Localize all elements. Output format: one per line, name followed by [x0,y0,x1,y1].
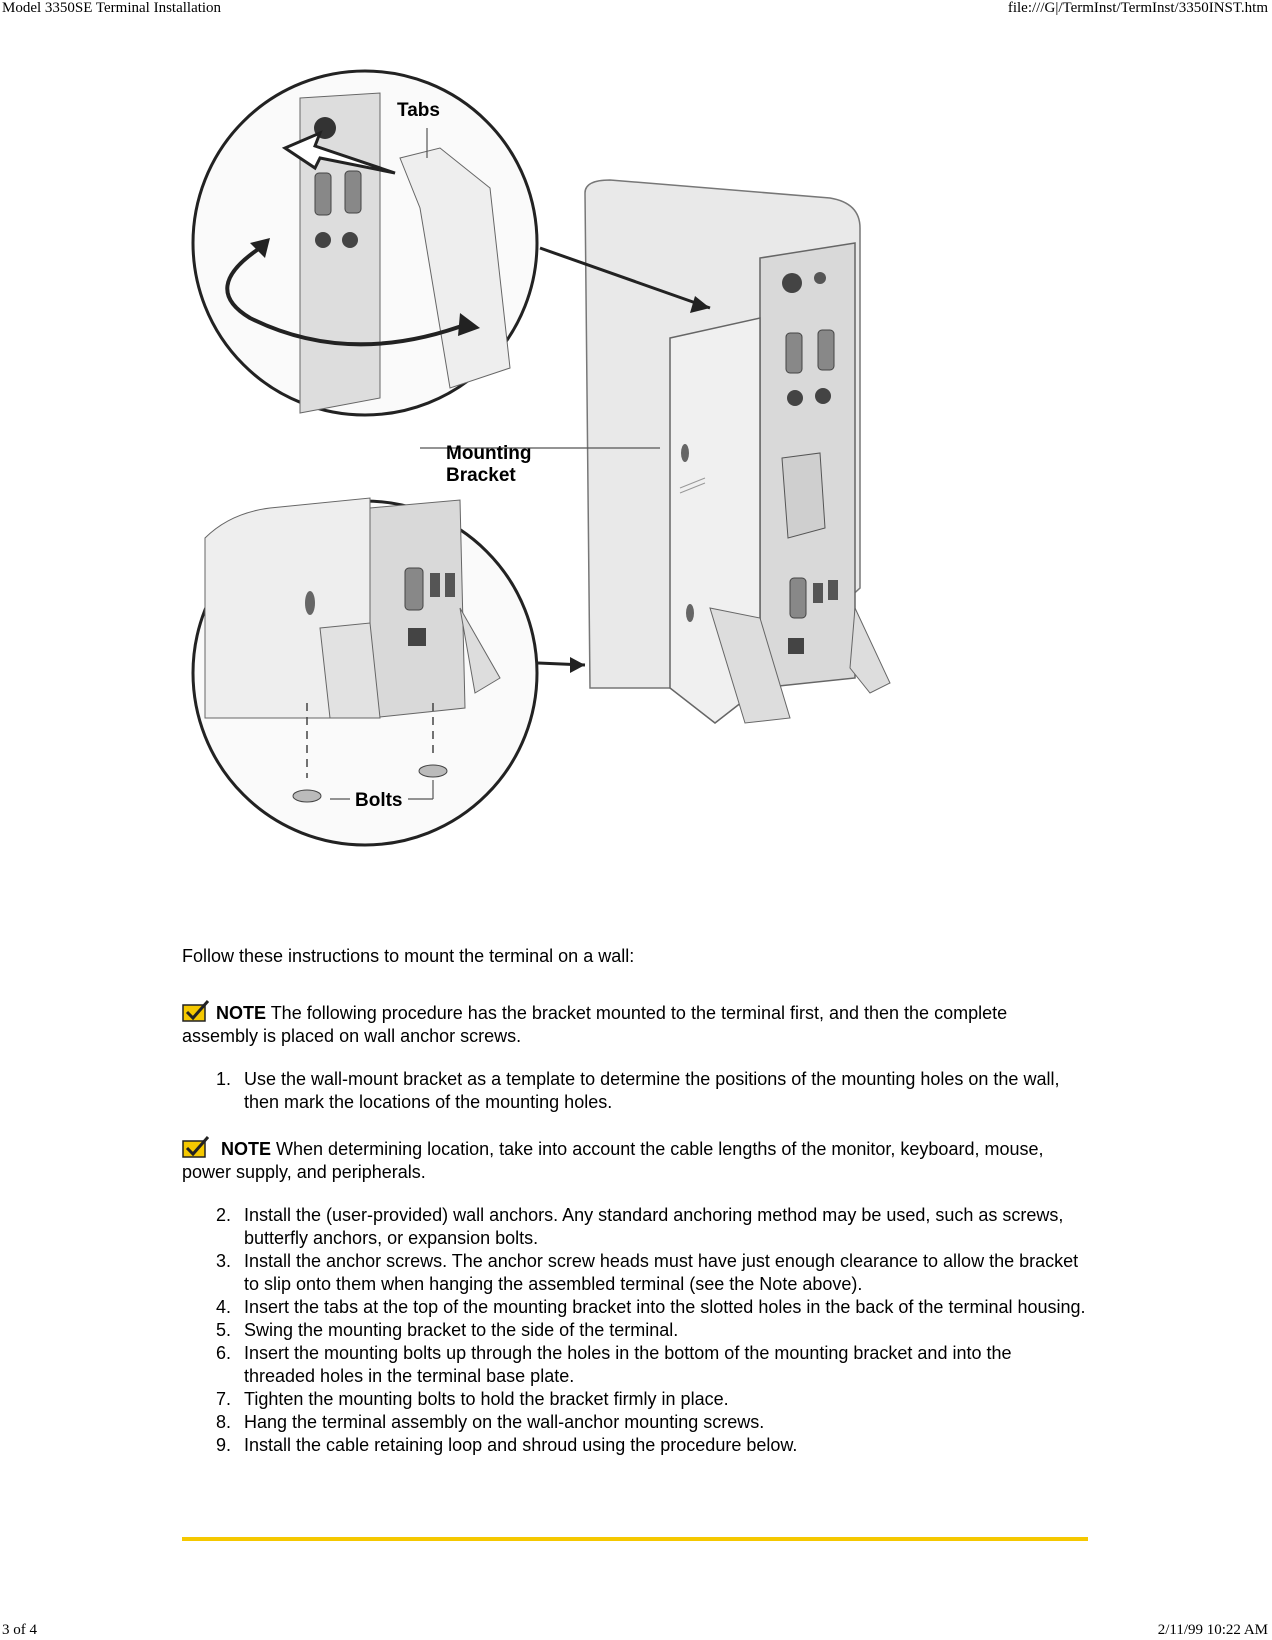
section-divider [182,1537,1088,1541]
note-2 [182,1134,1087,1184]
note-2-text: When determining location, take into account the cable lengths of the monitor, keyboard, mouse, power supply, and peripherals. [182,1139,1044,1182]
checkmark-note-icon [182,998,214,1022]
list-item [182,1342,1087,1388]
step-number: 3. [216,1251,232,1271]
bolts-label: Bolts [355,790,403,811]
step-number: 6. [216,1343,232,1363]
tabs-label: Tabs [397,100,440,121]
note-2-label: NOTE [221,1139,272,1159]
step-number: 2. [216,1205,232,1225]
tabs-detail-circle [193,71,537,415]
step-text: Insert the mounting bolts up through the holes in the bottom of the mounting bracket and into the threaded holes in the terminal base plate. [244,1343,1012,1386]
page-header-title: Model 3350SE Terminal Installation [2,0,222,16]
step-number: 7. [216,1389,232,1409]
list-item [182,1434,1087,1457]
step-number: 8. [216,1412,232,1432]
steps-list-b [182,1204,1087,1457]
list-item [182,1250,1087,1296]
step-text: Hang the terminal assembly on the wall-anchor mounting screws. [244,1412,765,1432]
steps-list-a [182,1068,1087,1114]
note-1-text: The following procedure has the bracket mounted to the terminal first, and then the complete assembly is placed on wall anchor screws. [182,1003,1008,1046]
step-number: 1. [216,1069,232,1089]
step-number: 9. [216,1435,232,1455]
list-item [182,1296,1087,1319]
step-text: Insert the tabs at the top of the mounting bracket into the slotted holes in the back of the terminal housing. [244,1297,1086,1317]
page-footer-page-number: 3 of 4 [2,1622,37,1638]
step-text: Install the (user-provided) wall anchors. Any standard anchoring method may be used, such as screws, butterfly anchors, or expansion bolts. [244,1205,1064,1248]
mounting-bracket-label-2: Bracket [446,465,516,486]
step-text: Swing the mounting bracket to the side of the terminal. [244,1320,679,1340]
list-item [182,1204,1087,1250]
page-header-url: file:///G|/TermInst/TermInst/3350INST.htm [1007,0,1268,16]
list-item [182,1068,1087,1114]
mounting-bracket-label-1: Mounting [446,443,532,464]
list-item [182,1388,1087,1411]
list-item [182,1319,1087,1342]
step-number: 4. [216,1297,232,1317]
checkmark-note-icon [182,1134,214,1158]
terminal-mounting-illustration [190,68,950,898]
instructions [182,945,1087,1457]
step-text: Install the cable retaining loop and shroud using the procedure below. [244,1435,798,1455]
list-item [182,1411,1087,1434]
step-text: Install the anchor screws. The anchor screw heads must have just enough clearance to allow the bracket to slip onto them when hanging the assembled terminal (see the Note above). [244,1251,1079,1294]
step-text: Use the wall-mount bracket as a template to determine the positions of the mounting holes on the wall, then mark the locations of the mounting holes. [244,1069,1060,1112]
note-1 [182,998,1087,1048]
note-1-label: NOTE [216,1003,267,1023]
terminal-unit [585,180,890,723]
step-text: Tighten the mounting bolts to hold the bracket firmly in place. [244,1389,729,1409]
intro-text: Follow these instructions to mount the terminal on a wall: [182,946,635,966]
page-footer-timestamp: 2/11/99 10:22 AM [1157,1622,1268,1638]
step-number: 5. [216,1320,232,1340]
